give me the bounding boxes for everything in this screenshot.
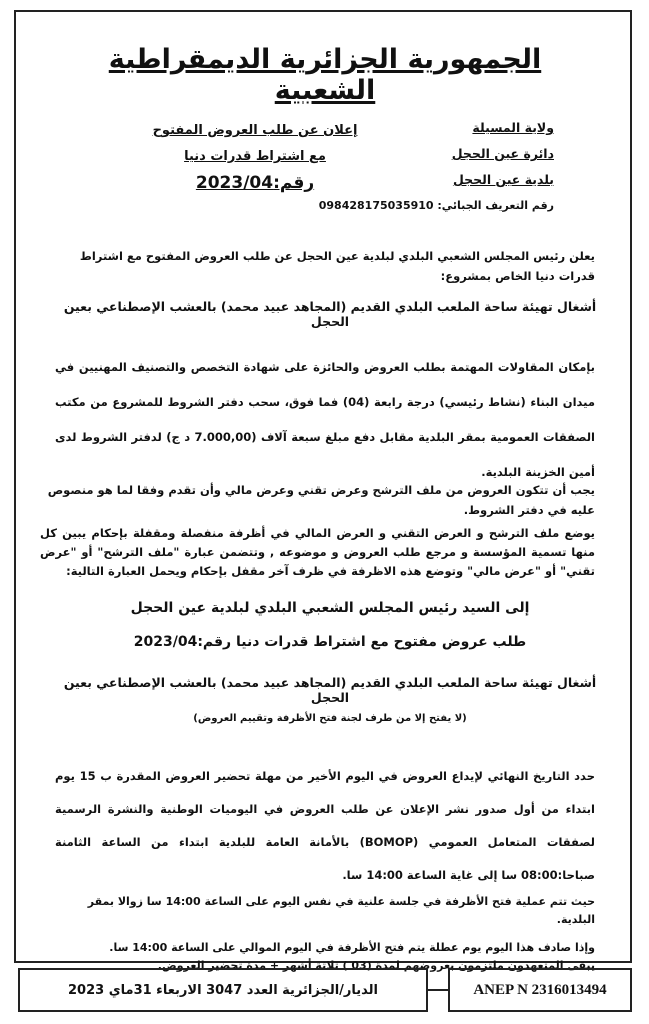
- composition-paragraph: يجب أن تتكون العروض من ملف الترشح وعرض تقني وعرض مالي وأن تقدم وفقا لما هو منصوص عليه في دفتر الشروط.: [47, 483, 595, 517]
- anep-number: ANEP N 2316013494: [448, 968, 632, 1012]
- issuer-block: [319, 115, 554, 219]
- intro-paragraph: يعلن رئيس المجلس الشعبي البلدي لبلدية عين الحجل عن طلب العروض المفتوح مع اشتراط قدرات دنيا الخاص بمشروع:: [79, 249, 595, 283]
- document-title: الجمهورية الجزائرية الديمقراطية الشعبية: [108, 44, 542, 106]
- announcement-number: رقم:2023/04: [195, 173, 315, 193]
- deadline-paragraph: حدد التاريخ النهائي لإيداع العروض في اليوم الأخير من مهلة تحضير العروض المقدرة ب 15 يوم ابتداء من أول صدور نشر الإعلان عن طلب العروض في اليوميات الوطنية والنشرة الرسمية لصفقات المتعامل العمومي (BOMOP) بالأمانة العامة للبلدية ابتداء من الساعة الثامنة صباحا:08:00 سا إلى غاية الساعة 14:00 سا.: [55, 769, 595, 882]
- validity-paragraph: يبقى المتعهدون ملتزمون بعروضهم لمدة (03 ) ثلاثة أشهر + مدة تحضير العروض.: [157, 959, 595, 972]
- project-title-repeat: أشغال تهيئة ساحة الملعب البلدي القديم (المجاهد عبيد محمد) بالعشب الإصطناعي بعين الحجل: [63, 675, 597, 705]
- envelope-address-line2: طلب عروض مفتوح مع اشتراط قدرات دنيا رقم:2023/04: [133, 634, 527, 650]
- opening-paragraph: حيث تتم عملية فتح الأظرفة في جلسة علنية في نفس اليوم على الساعة 14:00 سا زوالا بمقر البلدية.: [87, 895, 595, 926]
- footer-connector: [428, 989, 448, 991]
- envelope-address-line1: إلى السيد رئيس المجلس الشعبي البلدي لبلدية عين الحجل: [130, 600, 530, 616]
- issuer-wilaya: ولاية المسيلة: [472, 120, 554, 135]
- project-title: أشغال تهيئة ساحة الملعب البلدي القديم (المجاهد عبيد محمد) بالعشب الإصطناعي بعين الحجل: [63, 299, 597, 329]
- issuer-daira: دائرة عين الحجل: [451, 146, 554, 161]
- issuer-tax-id: رقم التعريف الجبائي: 098428175035910: [318, 199, 554, 212]
- envelopes-paragraph: يوضع ملف الترشح و العرض التقني و العرض المالي في أظرفة منفصلة ومقفلة بإحكام يبين كل منها تسمية المؤسسة و مرجع طلب العروض و موضوعه , وتتضمن عبارة "ملف الترشح" أو "عرض تقني" أو "عرض مالي" وتوضع هذه الاظرفة في ظرف آخر مقفل بإحكام ويحمل العبارة التالية:: [40, 526, 595, 578]
- announcement-title: إعلان عن طلب العروض المفتوح مع اشتراط قدرات دنيا: [152, 123, 358, 164]
- eligibility-paragraph: بإمكان المقاولات المهتمة بطلب العروض والحائزة على شهادة التخصص والتصنيف المهنيين في ميدان البناء (نشاط رئيسي) درجة رابعة (04) فما فوق، سحب دفتر الشروط للمشروع من مكتب الصفقات العمومية بمقر البلدية مقابل دفع مبلغ سبعة آلاف (7.000,00 د ج) لدفتر الشروط لدى أمين الخزينة البلدية.: [55, 360, 595, 479]
- closing-paragraphs: [55, 893, 595, 975]
- envelope-note: (لا يفتح إلا من طرف لجنة فتح الأظرفة وتقييم العروض): [193, 713, 467, 724]
- holiday-paragraph: وإذا صادف هذا اليوم يوم عطلة يتم فتح الأظرفة في اليوم الموالي على الساعة 14:00 سا.: [109, 941, 595, 954]
- publication-info: الديار/الجزائرية العدد 3047 الاربعاء 31ماي 2023: [18, 968, 428, 1012]
- issuer-commune: بلدية عين الحجل: [452, 172, 554, 187]
